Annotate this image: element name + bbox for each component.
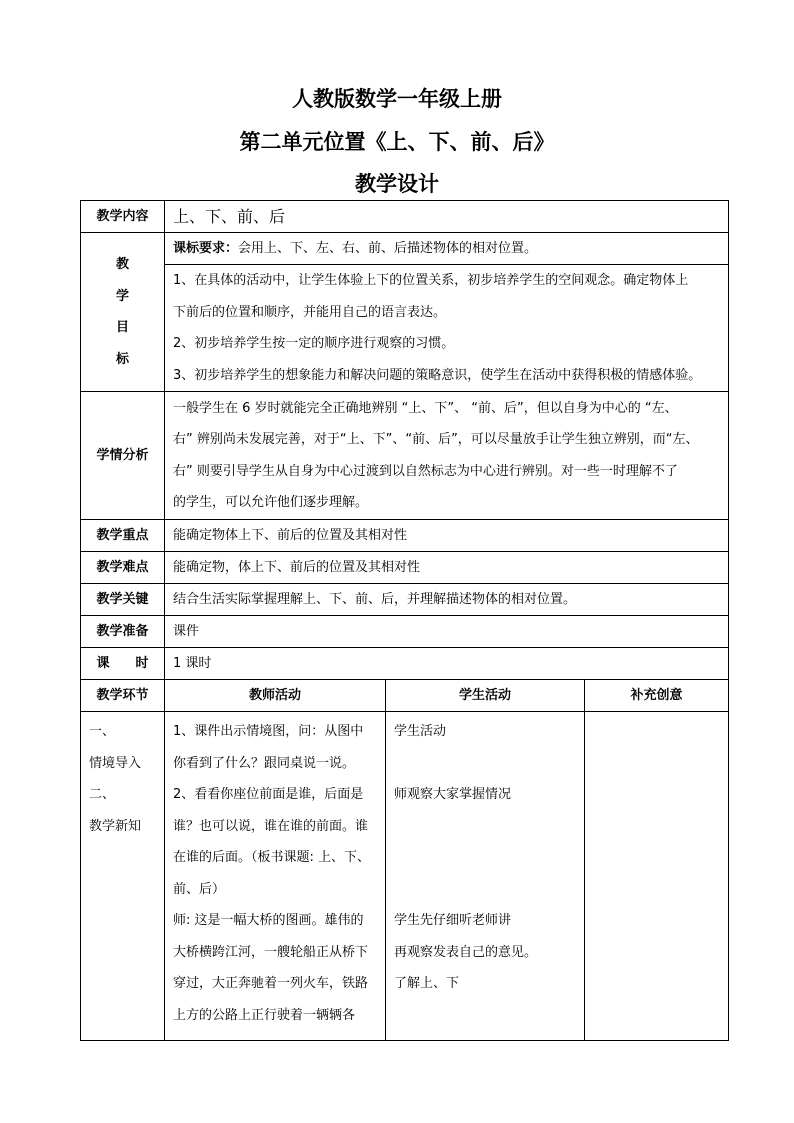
prep-value: 课件	[165, 616, 729, 648]
teacher-line: 大桥横跨江河，一艘轮船正从桥下	[173, 944, 369, 960]
student-activity-cell	[386, 712, 585, 1041]
key-label: 教学重点	[81, 520, 165, 552]
row-content	[81, 201, 729, 233]
row-goals-list	[81, 265, 729, 392]
analysis-line: 一般学生在 6 岁时就能完全正确地辨别 “上、下”、 “前、后”，但以自身为中心的 “左、	[173, 400, 678, 416]
difficulty-label: 教学难点	[81, 552, 165, 584]
stage-cell	[81, 712, 165, 1041]
content-value: 上、下、前、后	[165, 201, 729, 233]
row-crux	[81, 584, 729, 616]
row-key	[81, 520, 729, 552]
analysis-line: 右” 辨别尚未发展完善，对于“上、下”、“前、后”，可以尽量放手让学生独立辨别，而“左、	[173, 432, 699, 447]
row-analysis	[81, 392, 729, 520]
spacer	[394, 842, 576, 874]
crux-label: 教学关键	[81, 584, 165, 616]
analysis-line: 右” 则要引导学生从自身为中心过渡到以自然标志为中心进行辨别。对一些一时理解不了	[173, 463, 678, 479]
student-line: 学生先仔细听老师讲	[394, 913, 512, 928]
teacher-line: 师: 这是一幅大桥的图画。雄伟的	[173, 913, 364, 928]
teacher-activity-cell	[165, 712, 386, 1041]
extra-ideas-cell	[585, 712, 729, 1041]
stage-line: 情境导入	[89, 755, 142, 771]
goal-1-line-1: 1、在具体的活动中，让学生体验上下的位置关系，初步培养学生的空间观念。确定物体上	[173, 273, 689, 288]
prep-label: 教学准备	[81, 616, 165, 648]
process-body-row	[81, 712, 729, 1041]
header-extra: 补充创意	[585, 680, 729, 712]
spacer	[394, 811, 576, 843]
teacher-line: 1、课件出示情境图，问：从图中	[173, 724, 364, 739]
key-value: 能确定物体上下、前后的位置及其相对性	[165, 520, 729, 552]
analysis-text	[165, 392, 729, 520]
student-line: 师观察大家掌握情况	[394, 787, 512, 802]
standard-prefix: 课标要求：	[173, 241, 239, 256]
teacher-line: 在谁的后面。（板书课题: 上、下、	[173, 850, 371, 865]
teacher-line: 你看到了什么？跟同桌说一说。	[173, 755, 356, 771]
teacher-line: 前、后）	[173, 881, 226, 897]
goals-label	[81, 233, 165, 392]
difficulty-value: 能确定物，体上下、前后的位置及其相对性	[165, 552, 729, 584]
spacer	[394, 874, 576, 906]
analysis-line: 的学生，可以允许他们逐步理解。	[173, 495, 369, 510]
row-goals-standard	[81, 233, 729, 265]
row-period	[81, 648, 729, 680]
analysis-label: 学情分析	[81, 392, 165, 520]
standard-cell	[165, 233, 729, 265]
crux-value: 结合生活实际掌握理解上、下、前、后，并理解描述物体的相对位置。	[165, 584, 729, 616]
row-prep	[81, 616, 729, 648]
process-header-row	[81, 680, 729, 712]
teacher-line: 谁？也可以说，谁在谁的前面。谁	[173, 818, 369, 834]
student-line: 再观察发表自己的意见。	[394, 944, 538, 960]
standard-text: 会用上、下、左、右、前、后描述物体的相对位置。	[238, 241, 538, 256]
stage-line: 教学新知	[89, 818, 142, 834]
content-label: 教学内容	[81, 201, 165, 233]
goals-list	[165, 265, 729, 392]
goal-1-line-2: 下前后的位置和顺序，并能用自己的语言表达。	[173, 304, 447, 320]
teacher-line: 上方的公路上正行驶着一辆辆各	[173, 1007, 356, 1023]
goals-label-char: 标	[115, 351, 129, 367]
lesson-plan-table	[80, 200, 729, 1041]
unit-title: 第二单元位置《上、下、前、后》	[239, 130, 555, 154]
student-line: 了解上、下	[394, 976, 460, 991]
student-line: 学生活动	[394, 724, 447, 739]
teacher-line: 穿过，大正奔驰着一列火车，铁路	[173, 976, 369, 991]
design-title: 教学设计	[355, 172, 439, 196]
document-title: 人教版数学一年级上册	[292, 87, 502, 111]
period-value: 1 课时	[165, 648, 729, 680]
row-difficulty	[81, 552, 729, 584]
stage-line: 二、	[89, 787, 116, 802]
goals-label-char: 目	[115, 320, 129, 335]
goal-2: 2、初步培养学生按一定的顺序进行观察的习惯。	[173, 336, 455, 351]
spacer	[394, 748, 576, 780]
stage-line: 一、	[89, 724, 116, 739]
period-label: 课 时	[81, 648, 165, 680]
header-student: 学生活动	[386, 680, 585, 712]
goal-3: 3、初步培养学生的想象能力和解决问题的策略意识，使学生在活动中获得积极的情感体验。	[173, 367, 702, 383]
teacher-line: 2、看看你座位前面是谁，后面是	[173, 787, 364, 802]
header-teacher: 教师活动	[165, 680, 386, 712]
goals-label-char: 教	[115, 257, 129, 272]
goals-label-char: 学	[115, 288, 129, 304]
header-stage: 教学环节	[81, 680, 165, 712]
